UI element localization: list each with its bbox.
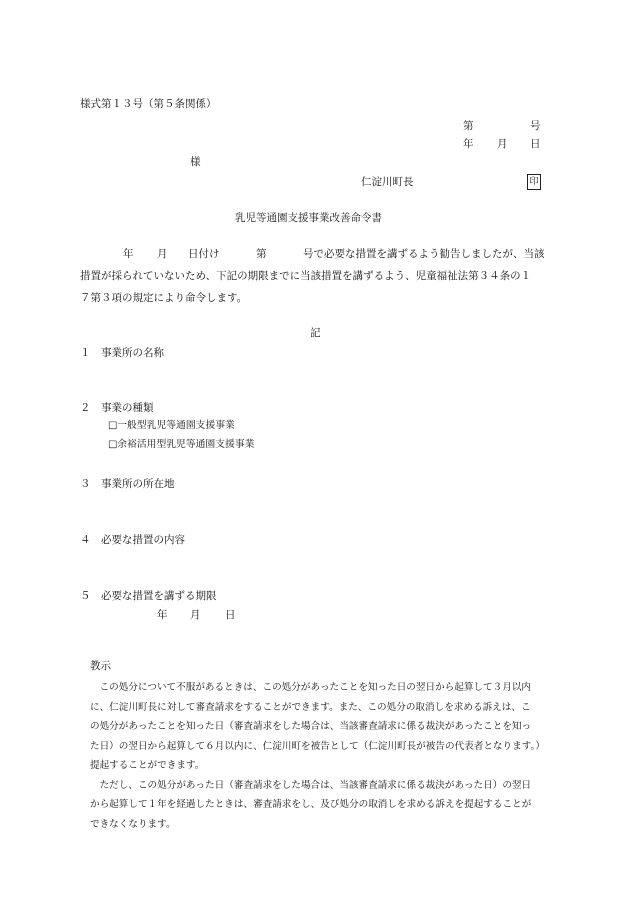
- section-4-label: 必要な措置の内容: [101, 534, 185, 546]
- body-day-dated: 日付け: [188, 248, 220, 260]
- body-line1-rest: 号で必要な措置を講ずるよう勧告しましたが、当該: [303, 248, 545, 260]
- document-title: 乳児等通園支援事業改善命令書: [235, 212, 382, 224]
- section-4-number: ４: [80, 534, 91, 546]
- section-1-number: １: [80, 347, 91, 359]
- body-line2: 措置が採られていないため、下記の期限までに当該措置を講ずるよう、児童福祉法第３４条の１: [80, 270, 532, 282]
- date-day: 日: [530, 138, 541, 150]
- deadline-month: 月: [190, 609, 201, 621]
- option-general-type: □一般型乳児等通園支援事業: [108, 420, 235, 431]
- ki-heading: 記: [310, 327, 321, 339]
- form-number: 様式第１３号（第５条関係）: [80, 98, 217, 110]
- date-month: 月: [497, 138, 508, 150]
- section-5-number: ５: [80, 590, 91, 602]
- body-year: 年: [123, 248, 134, 260]
- section-1-label: 事業所の名称: [101, 347, 164, 359]
- seal-mark: 印: [527, 174, 541, 190]
- addressee-honorific: 様: [190, 156, 201, 168]
- notice-heading: 教示: [90, 660, 111, 672]
- section-5-label: 必要な措置を講ずる期限: [101, 590, 217, 602]
- notice-line: ただし、この処分があった日（審査請求をした場合は、当該審査請求に係る裁決があった日）の翌日: [90, 779, 532, 791]
- body-dai: 第: [256, 248, 267, 260]
- section-2-number: ２: [80, 402, 91, 414]
- deadline-day: 日: [225, 609, 236, 621]
- notice-body: [90, 678, 560, 834]
- section-2-label: 事業の種類: [101, 402, 154, 414]
- date-year: 年: [463, 138, 474, 150]
- deadline-year: 年: [157, 609, 168, 621]
- notice-line: た日）の翌日から起算して６月以内に、仁淀川町を被告として（仁淀川町長が被告の代表者となります。）: [90, 740, 545, 752]
- notice-line: から起算して１年を経過したときは、審査請求をし、及び処分の取消しを求める訴えを提起することが: [90, 799, 532, 810]
- notice-line: の処分があったことを知った日（審査請求をした場合は、当該審査請求に係る裁決があったことを知っ: [90, 721, 532, 732]
- body-line3: ７第３項の規定により命令します。: [80, 292, 248, 304]
- doc-no-suffix: 号: [530, 120, 541, 132]
- body-month: 月: [157, 248, 168, 260]
- section-3-label: 事業所の所在地: [101, 478, 175, 490]
- notice-line: に、仁淀川町長に対して審査請求をすることができます。また、この処分の取消しを求める訴えは、こ: [90, 701, 531, 713]
- notice-line: この処分について不服があるときは、この処分があったことを知った日の翌日から起算して３月以内: [90, 682, 532, 693]
- option-surplus-type: □余裕活用型乳児等通園支援事業: [108, 439, 255, 450]
- doc-no-prefix: 第: [463, 120, 474, 132]
- section-3-number: ３: [80, 478, 91, 490]
- notice-line: できなくなります。: [90, 818, 176, 830]
- issuer-name: 仁淀川町長: [361, 176, 414, 188]
- notice-line: 提起することができます。: [90, 760, 205, 771]
